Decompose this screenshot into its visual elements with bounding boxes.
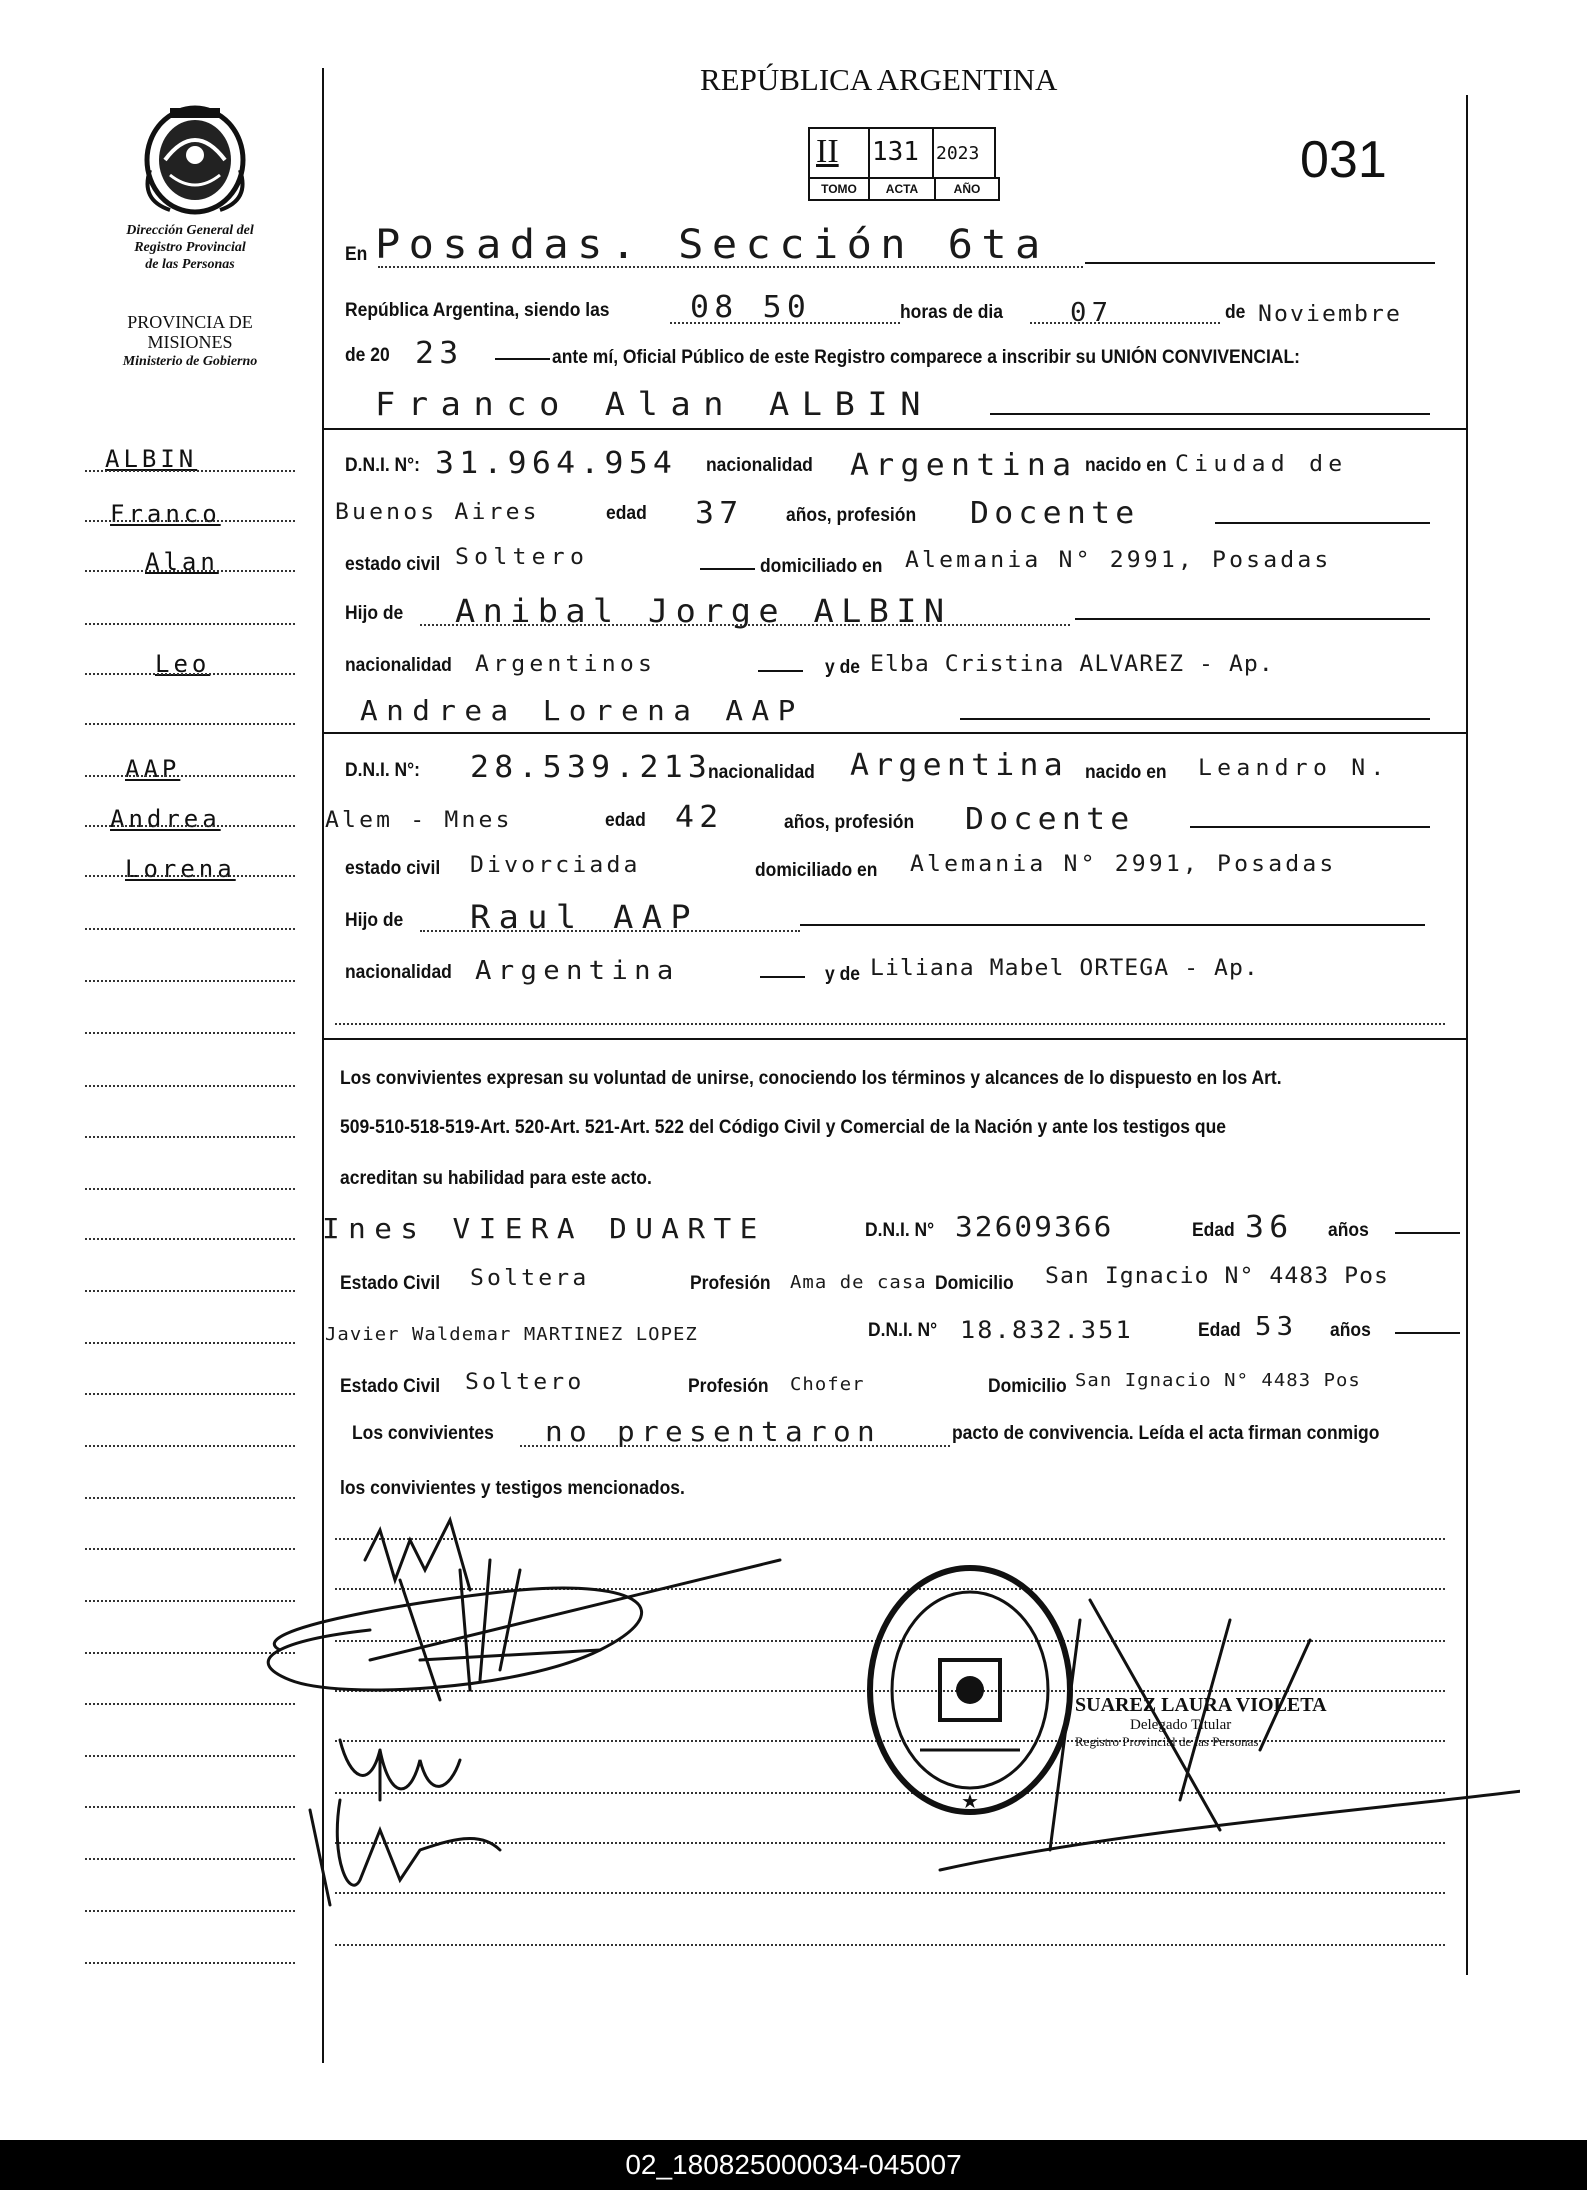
w1-years-label: años <box>1328 1220 1369 1241</box>
side-name-1b: Alan <box>145 548 219 576</box>
year-suffix: 23 <box>415 336 464 371</box>
p2-dni-label: D.N.I. N°: <box>345 760 420 781</box>
margin-dotted-line <box>85 673 295 675</box>
section-divider-2 <box>322 732 1466 734</box>
margin-dotted-line <box>85 1393 295 1395</box>
org-line3: de las Personas <box>145 257 235 272</box>
margin-dotted-line <box>85 928 295 930</box>
p1-domicile-label: domiciliado en <box>760 556 883 577</box>
pact-suffix: pacto de convivencia. Leída el acta firman conmigo <box>952 1423 1380 1444</box>
margin-dotted-line <box>85 1962 295 1964</box>
w2-years-label: años <box>1330 1320 1371 1341</box>
pact-prefix: Los convivientes <box>352 1423 494 1444</box>
w1-name: Ines VIERA DUARTE <box>322 1212 766 1245</box>
day-value: 07 <box>1070 298 1114 328</box>
p1-years-label: años, profesión <box>786 505 917 526</box>
place-value: Posadas. Sección 6ta <box>375 222 1049 268</box>
w1-dom-label: Domicilio <box>935 1273 1014 1294</box>
w1-dni-label: D.N.I. N° <box>865 1220 935 1241</box>
declaration-line1: Los convivientes expresan su voluntad de unirse, conociendo los términos y alcances de lo dispuesto en los Art. <box>340 1068 1282 1089</box>
side-name-1a: Franco <box>110 500 221 528</box>
margin-dotted-line <box>85 1032 295 1034</box>
w1-domicile: San Ignacio N° 4483 Pos <box>1045 1264 1390 1289</box>
p1-profession: Docente <box>970 496 1140 531</box>
de-label: de <box>1225 302 1246 323</box>
org-line2: Registro Provincial <box>134 240 246 255</box>
w1-civil: Soltera <box>470 1266 590 1291</box>
en-label: En <box>345 244 368 265</box>
p2-age-label: edad <box>605 810 646 831</box>
w2-dom-label: Domicilio <box>988 1376 1067 1397</box>
p2-nationality: Argentina <box>850 748 1068 783</box>
province-block <box>70 312 310 372</box>
p1-and-label: y de <box>825 657 860 678</box>
margin-dotted-line <box>85 1085 295 1087</box>
declaration-label: ante mí, Oficial Público de este Registro comparece a inscribir su UNIÓN CONVIVENCIAL: <box>552 347 1300 368</box>
official-block <box>1075 1694 1375 1750</box>
margin-dotted-line <box>85 1238 295 1240</box>
margin-dotted-line <box>85 980 295 982</box>
coat-of-arms-logo <box>130 100 260 220</box>
tomo-label: TOMO <box>810 179 870 199</box>
margin-dotted-line <box>85 570 295 572</box>
w2-name: Javier Waldemar MARTINEZ LOPEZ <box>325 1324 698 1345</box>
margin-dotted-line <box>85 623 295 625</box>
p2-father-nat: Argentina <box>475 956 680 986</box>
w2-age: 53 <box>1255 1312 1299 1342</box>
p2-domicile-label: domiciliado en <box>755 860 878 881</box>
acta-label: ACTA <box>870 179 936 199</box>
w2-civil: Soltero <box>465 1370 585 1395</box>
w2-profession: Chofer <box>790 1374 865 1395</box>
declaration-line3: acreditan su habilidad para este acto. <box>340 1168 652 1189</box>
margin-dotted-line <box>85 1188 295 1190</box>
p2-domicile: Alemania N° 2991, Posadas <box>910 852 1337 877</box>
margin-dotted-line <box>85 825 295 827</box>
w2-dni-label: D.N.I. N° <box>868 1320 938 1341</box>
p1-father: Anibal Jorge ALBIN <box>455 592 952 630</box>
margin-dotted-line <box>85 1497 295 1499</box>
margin-dotted-line <box>85 775 295 777</box>
margin-dotted-line <box>85 1342 295 1344</box>
side-name-2b: Lorena <box>125 855 236 883</box>
year-prefix: de 20 <box>345 345 390 366</box>
w1-profession: Ama de casa <box>790 1272 927 1293</box>
month-value: Noviembre <box>1258 302 1403 327</box>
p1-dni-label: D.N.I. N°: <box>345 455 420 476</box>
p2-birthplace-1: Leandro N. <box>1198 756 1390 781</box>
margin-dotted-line <box>85 1136 295 1138</box>
w2-civil-label: Estado Civil <box>340 1376 441 1397</box>
p2-age-value: 42 <box>675 800 724 835</box>
org-block <box>70 222 310 273</box>
margin-dotted-line <box>85 723 295 725</box>
side-mark-1: Leo <box>155 650 211 678</box>
w1-dni: 32609366 <box>955 1210 1114 1243</box>
margin-dotted-line <box>85 470 295 472</box>
tomo-value: II <box>816 133 839 170</box>
p2-civil-label: estado civil <box>345 858 441 879</box>
official-name: SUAREZ LAURA VIOLETA <box>1075 1694 1327 1716</box>
w2-age-label: Edad <box>1198 1320 1241 1341</box>
ano-value: 2023 <box>936 143 980 164</box>
country-title: REPÚBLICA ARGENTINA <box>700 62 1058 97</box>
p2-birthplace-2: Alem - Mnes <box>325 808 513 833</box>
side-name-2a: Andrea <box>110 805 221 833</box>
signature-dotted-line <box>335 1944 1445 1946</box>
p2-nac-label: nacionalidad <box>708 762 815 783</box>
p1-civil-label: estado civil <box>345 554 441 575</box>
p2-and-label: y de <box>825 964 860 985</box>
side-surname-1: ALBIN <box>105 445 198 473</box>
p1-nationality: Argentina <box>850 448 1078 483</box>
margin-dotted-line <box>85 1290 295 1292</box>
footer-code: 02_180825000034-045007 <box>625 2149 962 2180</box>
pact-value: no presentaron <box>545 1415 882 1448</box>
official-office: Registro Provincial de las Personas <box>1075 1734 1259 1749</box>
p1-nac-label: nacionalidad <box>706 455 813 476</box>
p1-father-nat-label: nacionalidad <box>345 655 452 676</box>
province-line1: PROVINCIA DE <box>127 312 253 332</box>
p1-dni-value: 31.964.954 <box>435 446 678 481</box>
section-divider-1 <box>322 428 1466 430</box>
margin-dotted-line <box>85 1445 295 1447</box>
person2-fullname: Andrea Lorena AAP <box>360 694 804 727</box>
p1-born-label: nacido en <box>1085 455 1167 476</box>
person1-fullname: Franco Alan ALBIN <box>375 385 934 423</box>
hours-label: horas de dia <box>900 302 1003 323</box>
section-divider-3 <box>322 1038 1466 1040</box>
w2-prof-label: Profesión <box>688 1376 769 1397</box>
w1-civil-label: Estado Civil <box>340 1273 441 1294</box>
ministry-line: Ministerio de Gobierno <box>122 354 258 369</box>
page-number: 031 <box>1300 131 1387 189</box>
official-round-stamp <box>860 1560 1080 1820</box>
footer-bar <box>0 2140 1587 2190</box>
p2-father-nat-label: nacionalidad <box>345 962 452 983</box>
declaration-line2: 509-510-518-519-Art. 520-Art. 521-Art. 522 del Código Civil y Comercial de la Nación y ante los testigos que <box>340 1117 1226 1138</box>
acta-value: 131 <box>872 137 919 167</box>
p2-years-label: años, profesión <box>784 812 915 833</box>
w2-dni: 18.832.351 <box>960 1316 1133 1344</box>
register-box <box>808 127 998 199</box>
p1-age-label: edad <box>606 503 647 524</box>
p2-father: Raul AAP <box>470 898 700 936</box>
closing-line2: los convivientes y testigos mencionados. <box>340 1478 685 1499</box>
p2-profession: Docente <box>965 802 1135 837</box>
province-line2: MISIONES <box>147 332 233 352</box>
w1-age-label: Edad <box>1192 1220 1235 1241</box>
p1-father-nat: Argentinos <box>475 652 657 677</box>
p2-civil-status: Divorciada <box>470 853 641 878</box>
p1-son-label: Hijo de <box>345 603 404 624</box>
ano-label: AÑO <box>953 182 981 196</box>
p1-age-value: 37 <box>695 496 744 531</box>
svg-text:★: ★ <box>961 1789 979 1813</box>
p2-born-label: nacido en <box>1085 762 1167 783</box>
republic-label: República Argentina, siendo las <box>345 300 610 321</box>
p1-mother: Elba Cristina ALVAREZ - Ap. <box>870 652 1274 677</box>
p1-birthplace-1: Ciudad de <box>1175 452 1348 477</box>
p2-son-label: Hijo de <box>345 910 404 931</box>
official-role: Delegado Titular <box>1130 1717 1232 1733</box>
p1-domicile: Alemania N° 2991, Posadas <box>905 548 1332 573</box>
org-line1: Dirección General del <box>126 223 254 238</box>
w2-domicile: San Ignacio N° 4483 Pos <box>1075 1370 1361 1391</box>
w1-age: 36 <box>1245 1210 1294 1245</box>
side-surname-2: AAP <box>125 755 181 783</box>
p2-dni-value: 28.539.213 <box>470 750 713 785</box>
p1-civil-status: Soltero <box>455 545 590 570</box>
w1-prof-label: Profesión <box>690 1273 771 1294</box>
time-value: 08 50 <box>690 290 812 325</box>
margin-dotted-line <box>85 520 295 522</box>
p2-mother: Liliana Mabel ORTEGA - Ap. <box>870 956 1259 981</box>
p1-birthplace-2: Buenos Aires <box>335 500 540 525</box>
margin-dotted-line <box>85 875 295 877</box>
